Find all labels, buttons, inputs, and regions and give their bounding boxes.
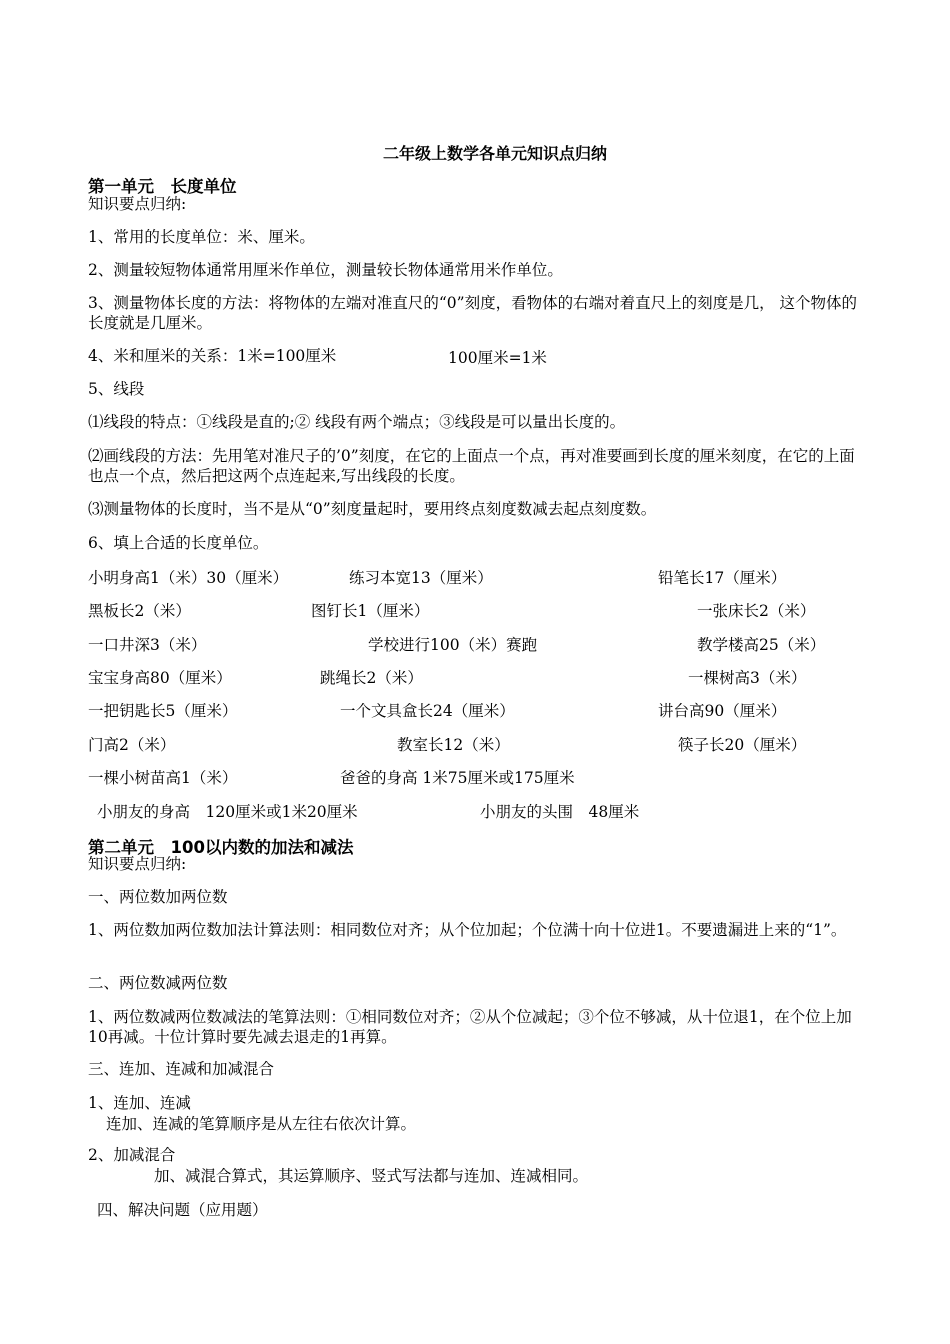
unit1-subheading: 知识要点归纳: (88, 195, 187, 213)
example-cell: 铅笔长17（厘米） (658, 569, 787, 587)
unit2-section-4: 四、解决问题（应用题） (97, 1201, 268, 1219)
unit1-point-4b: 100厘米=1米 (448, 349, 547, 367)
unit2-section-2-point-1: 1、两位数减两位数减法的笔算法则：①相同数位对齐；②从个位减起；③个位不够减，从十位退1，在个位上加10再减。十位计算时要先减去退走的1再算。 (88, 1008, 852, 1046)
unit2-section-3-2: 2、加减混合 (88, 1146, 176, 1164)
unit2-section-3-2-text: 加、减混合算式，其运算顺序、竖式写法都与连加、连减相同。 (154, 1167, 589, 1185)
example-cell: 一把钥匙长5（厘米） (88, 702, 238, 720)
example-cell: 跳绳长2（米） (320, 669, 423, 687)
example-cell: 小朋友的头围 48厘米 (480, 803, 640, 821)
example-cell: 教学楼高25（米） (697, 636, 826, 654)
unit2-section-1: 一、两位数加两位数 (88, 888, 228, 906)
unit1-point-5: 5、线段 (88, 380, 145, 398)
unit2-subheading: 知识要点归纳: (88, 855, 187, 873)
example-cell: 门高2（米） (88, 736, 176, 754)
example-cell: 小朋友的身高 120厘米或1米20厘米 (97, 803, 358, 821)
unit1-point-1: 1、常用的长度单位：米、厘米。 (88, 228, 315, 246)
example-cell: 一棵小树苗高1（米） (88, 769, 238, 787)
unit1-heading: 第一单元 长度单位 (88, 177, 237, 196)
example-cell: 筷子长20（厘米） (678, 736, 807, 754)
unit2-section-3-1-text: 连加、连减的笔算顺序是从左往右依次计算。 (106, 1115, 417, 1133)
unit2-heading: 第二单元 100以内数的加法和减法 (88, 838, 354, 857)
document-title: 二年级上数学各单元知识点归纳 (382, 144, 607, 163)
example-cell: 一张床长2（米） (697, 602, 816, 620)
example-cell: 小明身高1（米）30（厘米） (88, 569, 289, 587)
unit1-point-3: 3、测量物体长度的方法：将物体的左端对准直尺的“0”刻度，看物体的右端对着直尺上的刻度是几， 这个物体的长度就是几厘米。 (88, 294, 858, 332)
example-cell: 爸爸的身高 1米75厘米或175厘米 (340, 769, 575, 787)
example-cell: 宝宝身高80（厘米） (88, 669, 232, 687)
example-cell: 练习本宽13（厘米） (349, 569, 493, 587)
unit1-point-2: 2、测量较短物体通常用厘米作单位，测量较长物体通常用米作单位。 (88, 261, 563, 279)
example-cell: 教室长12（米） (397, 736, 510, 754)
unit1-point-6: 6、填上合适的长度单位。 (88, 534, 269, 552)
unit2-section-1-point-1: 1、两位数加两位数加法计算法则：相同数位对齐；从个位加起；个位满十向十位进1。不要遗漏进上来的“1”。 (88, 921, 847, 939)
unit2-section-3-1: 1、连加、连减 (88, 1094, 191, 1112)
example-cell: 图钉长1（厘米） (311, 602, 430, 620)
unit1-point-5-3: ⑶测量物体的长度时，当不是从“0”刻度量起时，要用终点刻度数减去起点刻度数。 (88, 500, 657, 518)
unit2-section-2: 二、两位数减两位数 (88, 974, 228, 992)
example-cell: 一棵树高3（米） (688, 669, 807, 687)
unit1-point-5-2: ⑵画线段的方法：先用笔对准尺子的’0”刻度，在它的上面点一个点，再对准要画到长度的厘米刻度，在它的上面也点一个点，然后把这两个点连起来,写出线段的长度。 (88, 447, 855, 485)
example-cell: 讲台高90（厘米） (658, 702, 787, 720)
example-cell: 一个文具盒长24（厘米） (340, 702, 515, 720)
unit1-point-4a: 4、米和厘米的关系：1米=100厘米 (88, 347, 337, 365)
example-cell: 一口井深3（米） (88, 636, 207, 654)
example-cell: 黑板长2（米） (88, 602, 191, 620)
example-cell: 学校进行100（米）赛跑 (368, 636, 538, 654)
unit2-section-3: 三、连加、连减和加减混合 (88, 1060, 275, 1078)
unit1-point-5-1: ⑴线段的特点：①线段是直的;② 线段有两个端点；③线段是可以量出长度的。 (88, 413, 626, 431)
